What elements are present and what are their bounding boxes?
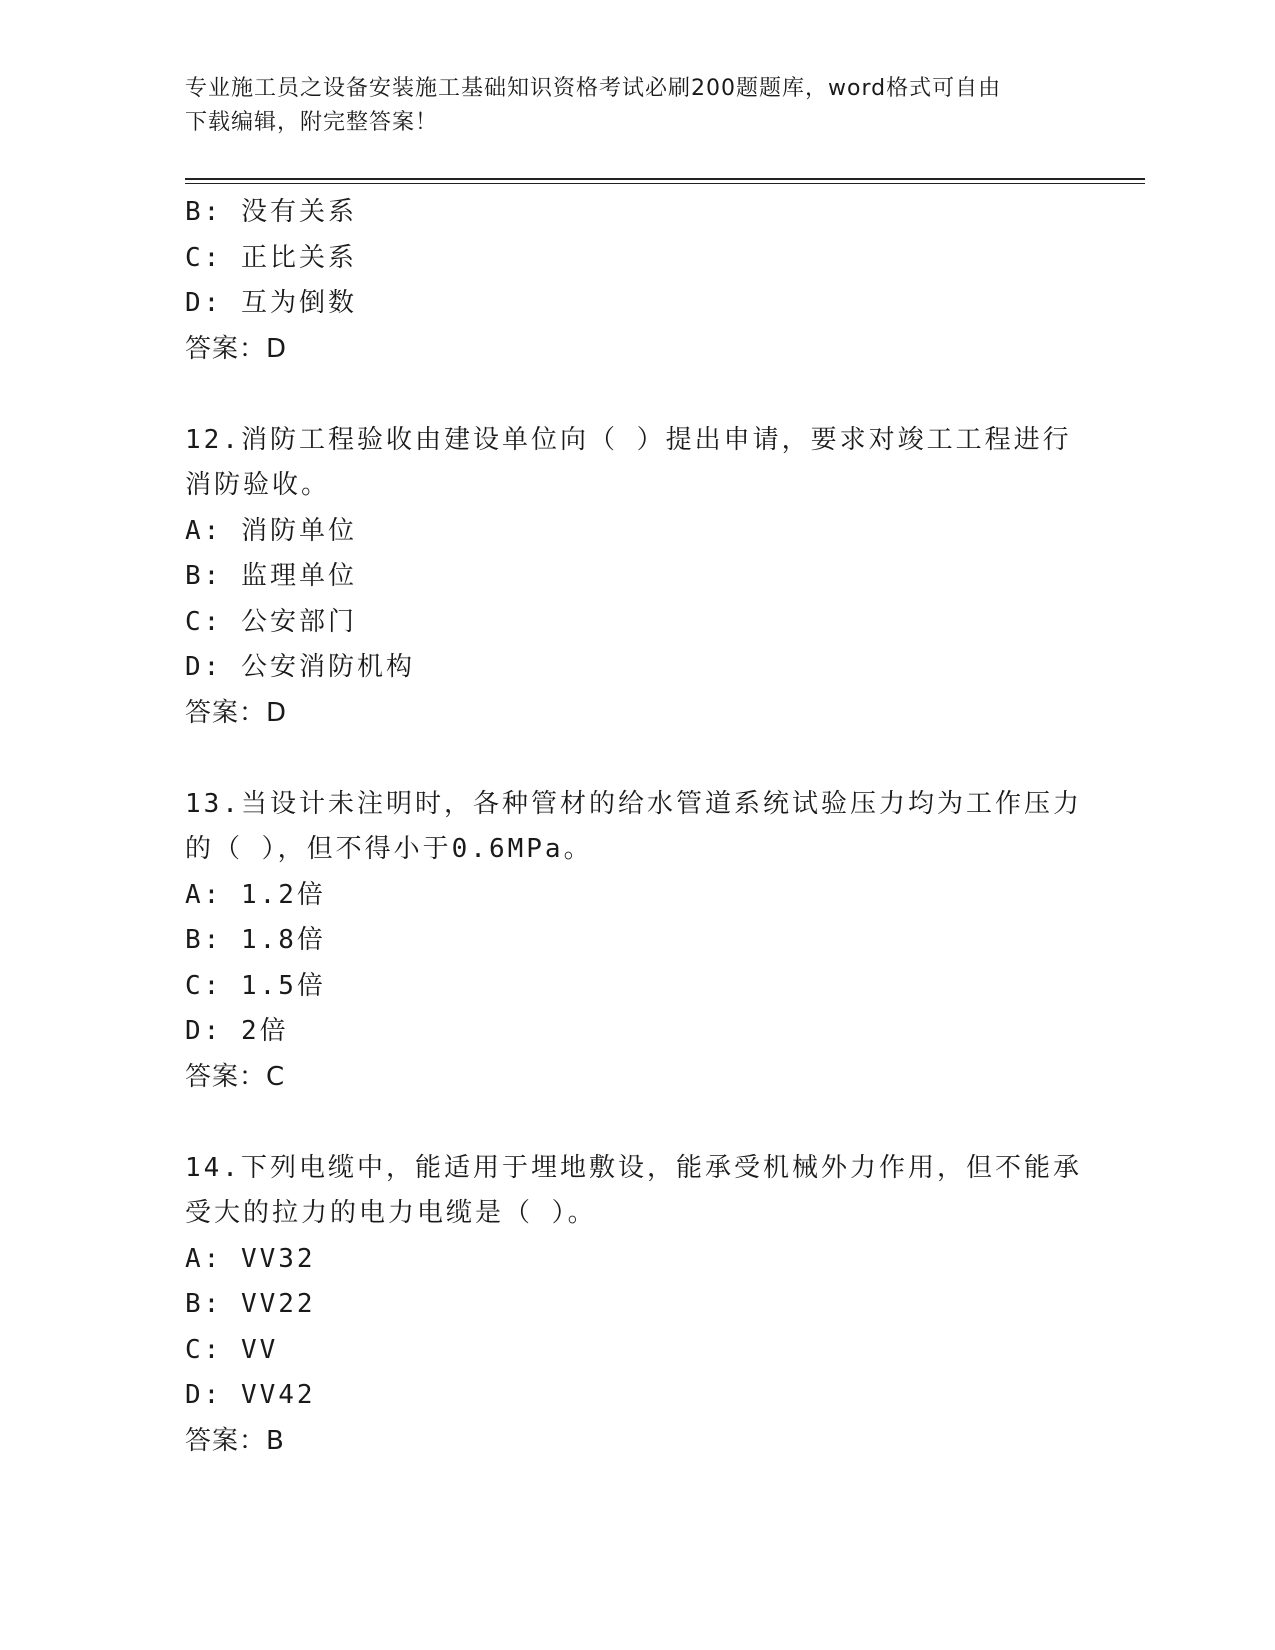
option-d: D: VV42	[185, 1380, 316, 1410]
question-stem: 12.消防工程验收由建设单位向（ ）提出申请，要求对竣工工程进行	[185, 424, 1072, 455]
option-b: B: 1.8倍	[185, 925, 326, 955]
option-b: B: 没有关系	[185, 197, 357, 227]
answer-label: 答案：B	[185, 1425, 285, 1456]
answer-label: 答案：C	[185, 1061, 286, 1092]
spacer	[185, 1100, 1085, 1146]
option-a: A: 消防单位	[185, 515, 357, 546]
document-header	[185, 72, 1105, 140]
answer-label: 答案：D	[185, 333, 288, 364]
question-list	[185, 190, 1085, 1464]
question-12	[185, 418, 1085, 737]
option-d: D: 互为倒数	[185, 288, 357, 318]
header-line-1: 专业施工员之设备安装施工基础知识资格考试必刷200题题库，word格式可自由	[185, 76, 1002, 101]
option-b: B: VV22	[185, 1289, 316, 1319]
question-stem: 13.当设计未注明时，各种管材的给水管道系统试验压力均为工作压力	[185, 788, 1082, 819]
option-d: D: 2倍	[185, 1016, 289, 1046]
question-13	[185, 782, 1085, 1101]
question-stem: 14.下列电缆中，能适用于埋地敷设，能承受机械外力作用，但不能承	[185, 1152, 1082, 1183]
question-11	[185, 190, 1085, 372]
option-d: D: 公安消防机构	[185, 652, 415, 682]
option-c: C: 正比关系	[185, 242, 357, 273]
option-b: B: 监理单位	[185, 561, 357, 591]
option-c: C: VV	[185, 1334, 279, 1365]
header-rule-thin	[185, 183, 1145, 184]
option-a: A: VV32	[185, 1243, 316, 1274]
question-stem: 的（ ），但不得小于0.6MPa。	[185, 834, 593, 864]
option-a: A: 1.2倍	[185, 879, 326, 910]
answer-label: 答案：D	[185, 697, 288, 728]
question-14	[185, 1146, 1085, 1465]
question-stem: 消防验收。	[185, 470, 331, 500]
option-c: C: 1.5倍	[185, 970, 326, 1001]
spacer	[185, 736, 1085, 782]
question-stem: 受大的拉力的电力电缆是（ ）。	[185, 1198, 597, 1228]
spacer	[185, 372, 1085, 418]
header-rule-thick	[185, 178, 1145, 180]
header-line-2: 下载编辑，附完整答案！	[185, 110, 439, 135]
option-c: C: 公安部门	[185, 606, 357, 637]
